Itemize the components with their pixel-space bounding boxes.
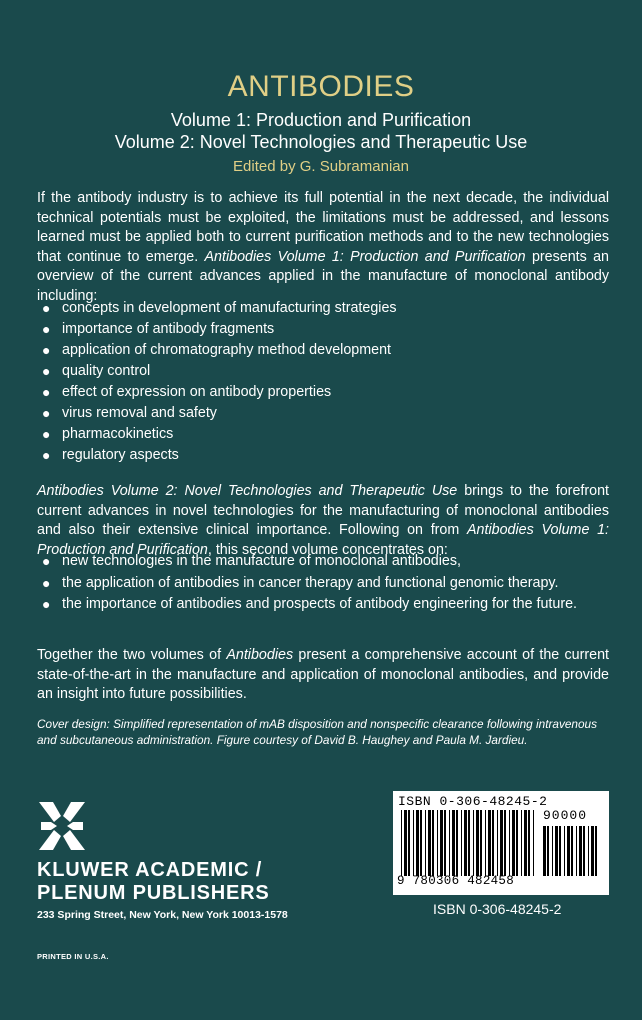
editor-line: Edited by G. Subramanian (233, 158, 409, 175)
barcode-addon-bars-icon (543, 826, 601, 876)
barcode-isbn-top: ISBN 0-306-48245-2 (398, 794, 548, 809)
barcode-bar (528, 810, 530, 876)
barcode-bar (509, 810, 510, 876)
publisher-address: 233 Spring Street, New York, New York 10013-1578 (37, 909, 288, 921)
barcode-bar (432, 810, 434, 876)
barcode-ean-digits: 9 780306 482458 (397, 874, 515, 888)
publisher-name-line1: KLUWER ACADEMIC / (37, 859, 263, 881)
barcode-bar (533, 810, 534, 876)
bullet-icon: ● (42, 342, 51, 358)
barcode-bar (428, 810, 431, 876)
bullet-icon: ● (42, 426, 51, 442)
barcode-bar (567, 826, 570, 876)
list-item: ● importance of antibody fragments (40, 319, 610, 340)
barcode-bar (521, 810, 522, 876)
volume2-topic-list (40, 552, 610, 617)
barcode-bar (591, 826, 594, 876)
barcode-bar (461, 810, 462, 876)
intro-paragraph: If the antibody industry is to achieve its full potential in the next decade, the individual technical potentials must be exploited, the limitations must be addressed, and lessons learned must be applied both to current purification methods and to the new technologies that continue to emerge. Antibodies Volume 1: Production and Purification presents an overview of the current advances applied in the manufacture of monoclonal antibody including: (37, 190, 609, 304)
list-item: ● virus removal and safety (40, 403, 610, 424)
barcode-bar (571, 826, 573, 876)
barcode-bar (588, 826, 589, 876)
barcode-bar (408, 810, 410, 876)
barcode-bar (492, 810, 494, 876)
bullet-icon: ● (42, 363, 51, 379)
barcode-bar (401, 810, 402, 876)
barcode-bar (449, 810, 450, 876)
bullet-icon: ● (42, 447, 51, 463)
barcode-bar (500, 810, 503, 876)
barcode-bar (413, 810, 414, 876)
barcode-bar (437, 810, 438, 876)
barcode-bars-icon (401, 810, 537, 876)
volume2-subtitle: Volume 2: Novel Technologies and Therapeutic Use (114, 132, 528, 152)
barcode-bar (416, 810, 419, 876)
list-item: ● application of chromatography method development (40, 340, 610, 361)
barcode-bar (547, 826, 549, 876)
volume1-subtitle: Volume 1: Production and Purification (170, 110, 472, 130)
list-item: ● concepts in development of manufacturing strategies (40, 298, 610, 319)
cover-credit: Cover design: Simplified representation of mAB disposition and nonspecific clearance following intravenous and subcutaneous administration. Figure courtesy of David B. Haughey and Paula M. Jardieu. (37, 717, 598, 747)
barcode-bar (473, 810, 474, 876)
barcode-bar (579, 826, 582, 876)
barcode-box (393, 791, 609, 895)
list-item: ● the importance of antibodies and prospects of antibody engineering for the future. (40, 595, 610, 615)
printed-in: PRINTED IN U.S.A. (37, 952, 109, 961)
publisher-logo-icon (37, 800, 87, 852)
list-item: ● new technologies in the manufacture of monoclonal antibodies, (40, 552, 610, 572)
barcode-bar (564, 826, 565, 876)
list-item: ● the application of antibodies in cancer therapy and functional genomic therapy. (40, 574, 610, 594)
closing-paragraph: Together the two volumes of Antibodies present a comprehensive account of the current state-of-the-art in the manufacture and application of monoclonal antibodies, and provide an insight into future possibilities. (37, 647, 610, 702)
bullet-icon: ● (42, 596, 51, 612)
isbn-label: ISBN 0-306-48245-2 (433, 901, 562, 917)
barcode-bar (516, 810, 518, 876)
barcode-bar (543, 826, 546, 876)
barcode-bar (456, 810, 458, 876)
list-item: ● effect of expression on antibody properties (40, 382, 610, 403)
barcode-addon-digits: 90000 (543, 808, 588, 823)
bullet-icon: ● (42, 405, 51, 421)
barcode-bar (420, 810, 422, 876)
barcode-bar (440, 810, 443, 876)
bullet-icon: ● (42, 574, 51, 591)
list-item: ● pharmacokinetics (40, 424, 610, 445)
barcode-bar (555, 826, 558, 876)
bullet-icon: ● (42, 553, 51, 569)
barcode-bar (583, 826, 585, 876)
barcode-bar (524, 810, 527, 876)
list-item: ● quality control (40, 361, 610, 382)
barcode-bar (488, 810, 491, 876)
bullet-icon: ● (42, 321, 51, 337)
barcode-bar (559, 826, 561, 876)
barcode-bar (444, 810, 446, 876)
volume2-paragraph: Antibodies Volume 2: Novel Technologies and Therapeutic Use brings to the forefront current advances in novel technologies for the manufacturing of monoclonal antibodies and also their extensive clinical importance. Following on from Antibodies Volume 1: Production and Purification, this second volume concentrates on: (37, 483, 610, 558)
barcode-bar (452, 810, 455, 876)
barcode-bar (497, 810, 498, 876)
page-title: ANTIBODIES (227, 70, 415, 103)
barcode-bar (404, 810, 407, 876)
barcode-bar (504, 810, 506, 876)
barcode-bar (468, 810, 470, 876)
barcode-bar (552, 826, 553, 876)
barcode-bar (425, 810, 426, 876)
barcode-bar (464, 810, 467, 876)
bullet-icon: ● (42, 384, 51, 400)
barcode-bar (476, 810, 479, 876)
volume1-topic-list (40, 298, 610, 466)
barcode-bar (595, 826, 597, 876)
barcode-bar (512, 810, 515, 876)
bullet-icon: ● (42, 300, 51, 316)
barcode-bar (576, 826, 577, 876)
publisher-name-line2: PLENUM PUBLISHERS (37, 882, 270, 904)
list-item: ● regulatory aspects (40, 445, 610, 466)
barcode-bar (485, 810, 486, 876)
barcode-bar (480, 810, 482, 876)
